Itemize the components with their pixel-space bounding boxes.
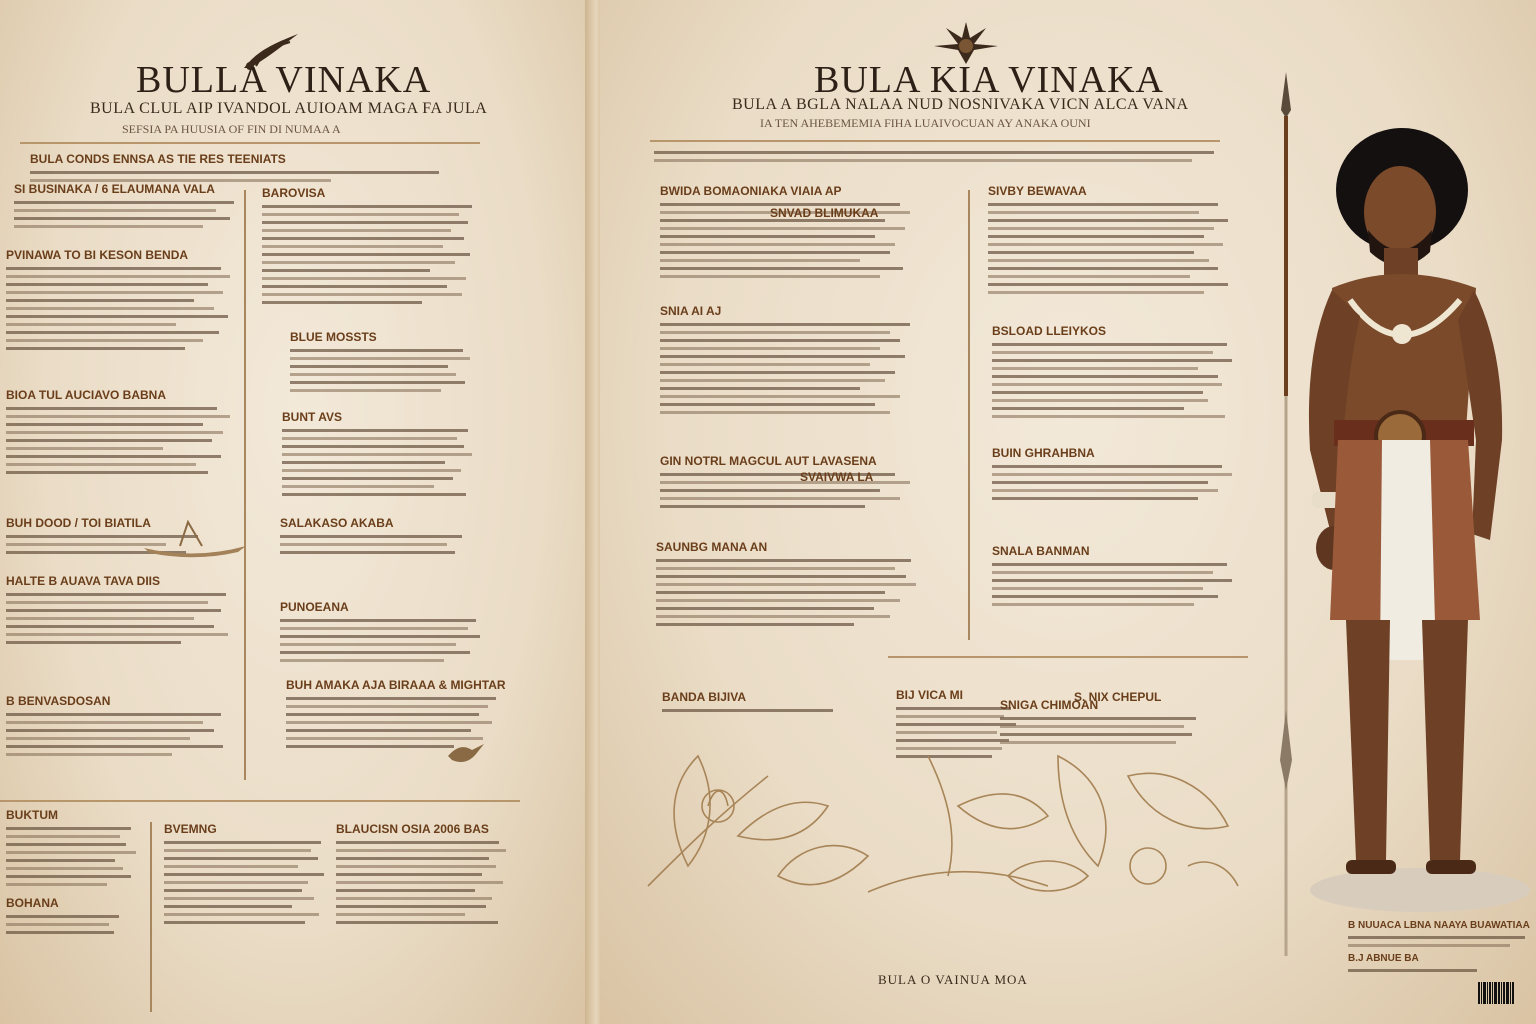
column-rule: [244, 190, 246, 780]
section-heading: S. NIX CHEPUL: [1074, 690, 1162, 704]
article-block: [6, 808, 136, 886]
article-block: [6, 574, 230, 644]
page-title: BULLA VINAKA: [136, 59, 432, 101]
article-block: [164, 822, 324, 924]
article-block: [6, 388, 230, 474]
article-block: [660, 184, 910, 278]
section-heading: SVAIVWA LA: [800, 470, 874, 484]
article-block: [280, 516, 470, 554]
article-block: [660, 304, 910, 414]
section-heading: BANDA BIJIVA: [662, 690, 747, 704]
bird-illustration: [446, 738, 486, 768]
left-page: [0, 0, 593, 1024]
canoe-illustration: [140, 518, 250, 558]
article-block: [992, 324, 1232, 418]
section-heading: SNALA BANMAN: [992, 544, 1090, 558]
article-block: [6, 896, 126, 934]
section-heading: GIN NOTRL MAGCUL AUT LAVASENA: [660, 454, 877, 468]
section-heading: PUNOEANA: [280, 600, 349, 614]
section-heading: SNVAD BLIMUKAA: [770, 206, 879, 220]
article-block: [654, 146, 1214, 162]
article-block: [662, 690, 852, 712]
article-block: [336, 822, 506, 924]
section-heading: SNIA AI AJ: [660, 304, 722, 318]
section-heading: SI BUSINAKA / 6 ELAUMANA VALA: [14, 182, 215, 196]
section-heading: HALTE B AUAVA TAVA DIIS: [6, 574, 160, 588]
article-block: [290, 330, 470, 392]
page-subtitle: BULA A BGLA NALAA NUD NOSNIVAKA VICN ALCA VANA: [732, 96, 1189, 113]
page-subtitle: BULA CLUL AIP IVANDOL AUIOAM MAGA FA JULA: [90, 100, 488, 117]
section-heading: BIJ VICA MI: [896, 688, 963, 702]
column-rule: [150, 822, 152, 1012]
divider: [888, 656, 1248, 658]
article-block: [992, 446, 1232, 500]
warrior-illustration: [1290, 120, 1536, 920]
section-heading: SAUNBG MANA AN: [656, 540, 768, 554]
page-footer: BULA O VAINUA MOA: [878, 972, 1028, 987]
section-heading: PVINAWA TO BI KESON BENDA: [6, 248, 189, 262]
caption-block: [1348, 920, 1532, 972]
divider: [20, 142, 480, 144]
section-heading: SALAKASO AKABA: [280, 516, 394, 530]
article-block: [992, 544, 1232, 606]
section-heading: BUH AMAKA AJA BIRAAA & MIGHTAR: [286, 678, 506, 692]
article-block: [6, 694, 230, 756]
section-heading: BUIN GHRAHBNA: [992, 446, 1095, 460]
article-block: [14, 182, 234, 228]
page-tagline: IA TEN AHEBEMEMIA FIHA LUAIVOCUAN AY ANAKA OUNI: [760, 116, 1091, 130]
page-tagline: SEFSIA PA HUUSIA OF FIN DI NUMAA A: [122, 122, 341, 136]
floral-illustration: [628, 716, 1248, 902]
section-heading: SNIGA CHIMOAN: [1000, 698, 1099, 712]
section-heading: BIOA TUL AUCIAVO BABNA: [6, 388, 166, 402]
section-heading: BSLOAD LLEIYKOS: [992, 324, 1107, 338]
page-title: BULA KIA VINAKA: [814, 59, 1164, 101]
section-heading: BAROVISA: [262, 186, 326, 200]
article-block: [1074, 690, 1234, 704]
section-heading: BWIDA BOMAONIAKA VIAIA AP: [660, 184, 842, 198]
section-heading: BLAUCISN OSIA 2006 BAS: [336, 822, 489, 836]
section-heading: SIVBY BEWAVAA: [988, 184, 1087, 198]
section-heading: BUNT AVS: [282, 410, 342, 424]
article-block: [282, 410, 472, 496]
section-heading: BUKTUM: [6, 808, 58, 822]
article-block: [800, 470, 910, 484]
article-block: [262, 186, 472, 304]
article-block: [656, 540, 916, 626]
column-rule: [968, 190, 970, 640]
article-block: [30, 152, 460, 182]
section-heading: BUH DOOD / TOI BIATILA: [6, 516, 151, 530]
article-block: [770, 206, 890, 220]
article-block: [6, 248, 230, 350]
section-heading: BULA CONDS ENNSA AS TIE RES TEENIATS: [30, 152, 286, 166]
right-page: [600, 0, 1536, 1024]
section-heading: BVEMNG: [164, 822, 217, 836]
article-block: [280, 600, 480, 662]
corner-caption-2: B.J ABNUE BA: [1348, 953, 1419, 964]
corner-caption: B NUUACA LBNA NAAYA BUAWATIAA: [1348, 920, 1530, 931]
section-heading: B BENVASDOSAN: [6, 694, 111, 708]
article-block: [988, 184, 1228, 294]
section-heading: BLUE MOSSTS: [290, 330, 377, 344]
divider: [0, 800, 520, 802]
divider: [650, 140, 1220, 142]
barcode-icon: [1478, 982, 1530, 1004]
section-heading: BOHANA: [6, 896, 59, 910]
